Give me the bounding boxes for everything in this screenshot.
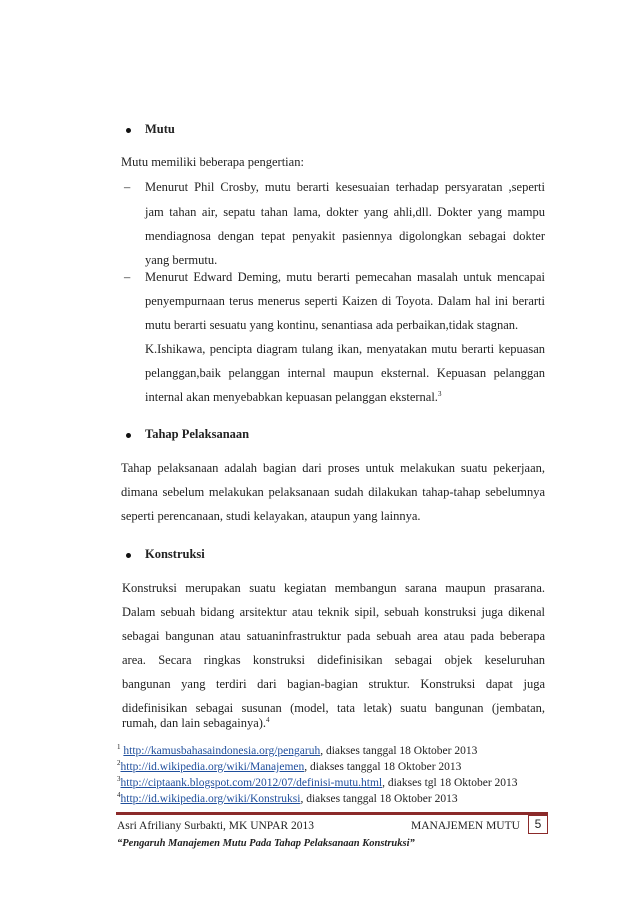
mutu-item1-line: mendiagnosa dengan tepat penyakit pasiennya digolongkan sebagai dokter — [145, 229, 545, 243]
footer-course: MANAJEMEN MUTU — [411, 820, 520, 832]
bullet-icon — [126, 433, 131, 438]
mutu-item2-line: mutu berarti sesuatu yang kontinu, senantiasa ada perbaikan,tidak stagnan. — [145, 318, 519, 332]
footer-author: Asri Afriliany Surbakti, MK UNPAR 2013 — [117, 820, 314, 832]
footnote — [117, 745, 477, 757]
mutu-item1-line: Menurut Phil Crosby, mutu berarti kesesuaian terhadap persyaratan ,seperti — [145, 180, 545, 194]
mutu-item1-line: jam tahan air, sepatu tahan lama, dokter yang ahli,dll. Dokter yang mampu — [145, 205, 545, 219]
footer-subtitle: “Pengaruh Manajemen Mutu Pada Tahap Pelaksanaan Konstruksi” — [117, 838, 415, 849]
konstruksi-line: area. Secara ringkas konstruksi didefinisikan sebagai objek keseluruhan — [122, 653, 545, 667]
mutu-item2-line: Menurut Edward Deming, mutu berarti pemecahan masalah untuk mencapai — [145, 270, 545, 284]
footnote-ref: 3 — [437, 389, 442, 398]
dash-marker: – — [124, 180, 131, 194]
konstruksi-line: bangunan yang terdiri dari bagian-bagian struktur. Konstruksi dapat juga — [122, 677, 545, 691]
footnote-text: , diakses tanggal 18 Oktober 2013 — [304, 761, 462, 773]
bullet-icon — [126, 128, 131, 133]
page-number: 5 — [528, 815, 548, 834]
konstruksi-line: didefinisikan sebagai susunan (model, tata letak) suatu bangunan (jembatan, — [122, 701, 545, 715]
mutu-item2-last — [145, 390, 441, 405]
mutu-item2-line: internal akan menyebabkan kepuasan pelanggan eksternal. — [145, 390, 438, 404]
mutu-item2-line: pelanggan,baik pelanggan internal maupun eksternal. Kepuasan pelanggan — [145, 366, 545, 380]
footnote-link[interactable]: http://id.wikipedia.org/wiki/Konstruksi — [120, 793, 301, 805]
tahap-line: Tahap pelaksanaan adalah bagian dari proses untuk melakukan suatu pekerjaan, — [121, 461, 545, 475]
dash-marker: – — [124, 270, 131, 284]
footnote — [117, 761, 461, 773]
heading-konstruksi: Konstruksi — [145, 547, 205, 561]
mutu-item1-line: yang bermutu. — [145, 253, 218, 267]
footnote-text: , diakses tanggal 18 Oktober 2013 — [320, 745, 478, 757]
footnote-ref: 4 — [266, 715, 270, 724]
footnote — [117, 793, 458, 805]
tahap-line: dimana sebelum melakukan pelaksanaan sudah dilakukan tahap-tahap sebelumnya — [121, 485, 545, 499]
footnote-link[interactable]: http://ciptaank.blogspot.com/2012/07/definisi-mutu.html — [120, 777, 383, 789]
bullet-icon — [126, 553, 131, 558]
footnote-number: 4 — [117, 791, 121, 800]
footnote-link[interactable]: http://id.wikipedia.org/wiki/Manajemen — [120, 761, 305, 773]
footer-rule — [116, 812, 548, 815]
konstruksi-line: rumah, dan lain sebagainya). — [122, 716, 267, 730]
footnote-number: 1 — [117, 743, 121, 752]
konstruksi-line: Dalam sebuah bidang arsitektur atau teknik sipil, sebuah konstruksi juga dikenal — [122, 605, 545, 619]
heading-tahap: Tahap Pelaksanaan — [145, 427, 250, 441]
footnote-text: , diakses tgl 18 Oktober 2013 — [382, 777, 518, 789]
mutu-intro: Mutu memiliki beberapa pengertian: — [121, 155, 304, 169]
konstruksi-line: Konstruksi merupakan suatu kegiatan membangun sarana maupun prasarana. — [122, 581, 545, 595]
footnote — [117, 777, 518, 789]
footnote-text: , diakses tanggal 18 Oktober 2013 — [300, 793, 458, 805]
mutu-item2-line: penyempurnaan terus menerus seperti Kaizen di Toyota. Dalam hal ini berarti — [145, 294, 545, 308]
tahap-line: seperti perencanaan, studi kelayakan, ataupun yang lainnya. — [121, 509, 421, 523]
heading-mutu: Mutu — [145, 122, 175, 136]
footnote-number: 3 — [117, 775, 121, 784]
konstruksi-last — [122, 716, 270, 731]
footnote-link[interactable]: http://kamusbahasaindonesia.org/pengaruh — [123, 745, 321, 757]
footnote-number: 2 — [117, 759, 121, 768]
mutu-item2-line: K.Ishikawa, pencipta diagram tulang ikan, menyatakan mutu berarti kepuasan — [145, 342, 545, 356]
konstruksi-line: sebagai bangunan atau satuaninfrastruktur pada sebuah area atau pada beberapa — [122, 629, 545, 643]
